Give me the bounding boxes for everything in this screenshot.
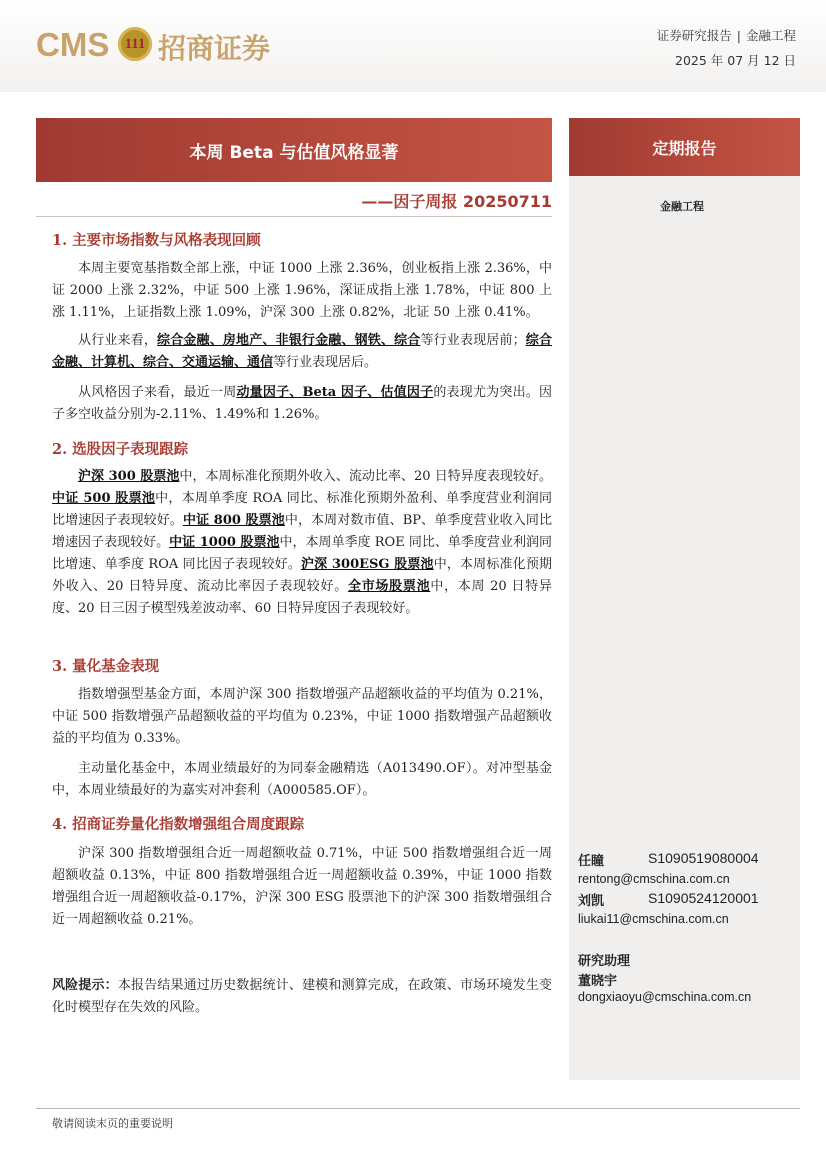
highlight: 全市场股票池 bbox=[347, 579, 431, 594]
highlight: 综合金融、计算机、综合、交通运输、通信 bbox=[52, 333, 552, 370]
paragraph: 本周主要宽基指数全部上涨，中证 1000 上涨 2.36%，创业板指上涨 2.36%，中证 2000 上涨 2.32%，中证 500 上涨 1.96%，深证成指上涨 1.78%，中证 800 上涨 1.11%，上证指数上涨 1.09%，沪深 300 上涨 0.82%，北证 50 上涨 0.41%。 bbox=[52, 261, 552, 320]
header-meta bbox=[657, 26, 796, 69]
section-heading: 3. 量化基金表现 bbox=[52, 658, 160, 675]
highlight: 综合金融、房地产、非银行金融、钢铁、综合 bbox=[157, 333, 421, 348]
highlight: 中证 500 股票池 bbox=[52, 491, 156, 506]
section-heading: 2. 选股因子表现跟踪 bbox=[52, 441, 189, 458]
analyst-code: S1090524120001 bbox=[648, 890, 759, 906]
highlight: 中证 800 股票池 bbox=[182, 513, 285, 528]
highlight: 沪深 300 股票池 bbox=[78, 469, 180, 484]
footer-note: 敬请阅读末页的重要说明 bbox=[52, 1117, 173, 1130]
report-date: 2025 年 07 月 12 日 bbox=[675, 53, 796, 68]
analyst-email[interactable]: liukai11@cmschina.com.cn bbox=[578, 912, 729, 926]
paragraph: 主动量化基金中，本周业绩最好的为同泰金融精选（A013490.OF）。对冲型基金中，本周业绩最好的为嘉实对冲套利（A000585.OF）。 bbox=[52, 761, 552, 798]
paragraph: 从风格因子来看，最近一周动量因子、Beta 因子、估值因子的表现尤为突出。因子多空收益分别为-2.11%、1.49%和 1.26%。 bbox=[52, 385, 552, 422]
assistant-name: 董晓宇 bbox=[578, 974, 618, 989]
risk-label: 风险提示： bbox=[52, 978, 118, 993]
logo-cms-text: CMS bbox=[36, 26, 110, 63]
paragraph: 沪深 300 股票池中，本周标准化预期外收入、流动比率、20 日特异度表现较好。中证 500 股票池中，本周单季度 ROA 同比、标准化预期外盈利、单季度营业利润同比增速因子表现较好。中证 800 股票池中，本周对数市值、BP、单季度营业收入同比增速因子表现较好。中证 1000 股票池中，本周单季度 ROE 同比、单季度营业利润同比增速、单季度 ROA 同比因子表现较好。沪深 300ESG 股票池中，本周标准化预期外收入、20 日特异度、流动比率因子表现较好。全市场股票池中，本周 20 日特异度、20 日三因子模型残差波动率、60 日特异度因子表现较好。 bbox=[52, 469, 552, 616]
footer-divider bbox=[36, 1108, 800, 1109]
assistant-email[interactable]: dongxiaoyu@cmschina.com.cn bbox=[578, 990, 752, 1004]
logo-badge-icon: 111 bbox=[118, 27, 152, 61]
assistant-role: 研究助理 bbox=[578, 954, 631, 969]
analyst-email[interactable]: rentong@cmschina.com.cn bbox=[578, 872, 730, 886]
highlight: 中证 1000 股票池 bbox=[169, 535, 280, 550]
section-heading: 4. 招商证券量化指数增强组合周度跟踪 bbox=[52, 816, 305, 833]
logo-company-name: 招商证券 bbox=[158, 32, 271, 65]
paragraph: 从行业来看，综合金融、房地产、非银行金融、钢铁、综合等行业表现居前；综合金融、计算机、综合、交通运输、通信等行业表现居后。 bbox=[52, 333, 552, 370]
department: 金融工程 bbox=[745, 28, 796, 43]
divider bbox=[36, 216, 552, 217]
separator: | bbox=[736, 28, 741, 43]
analyst-code: S1090519080004 bbox=[648, 850, 759, 866]
analyst-name: 刘凯 bbox=[578, 894, 605, 909]
section-heading: 1. 主要市场指数与风格表现回顾 bbox=[52, 232, 261, 249]
sidebar-category: 金融工程 bbox=[660, 200, 704, 213]
report-subtitle: ——因子周报 20250711 bbox=[361, 192, 552, 211]
report-type: 证券研究报告 bbox=[656, 28, 732, 43]
sidebar-panel bbox=[569, 176, 800, 1080]
sidebar-label: 定期报告 bbox=[569, 118, 800, 176]
risk-warning: 风险提示：本报告结果通过历史数据统计、建模和测算完成，在政策、市场环境发生变化时模型存在失效的风险。 bbox=[52, 978, 552, 1015]
highlight: 沪深 300ESG 股票池 bbox=[300, 557, 434, 572]
report-title: 本周 Beta 与估值风格显著 bbox=[36, 118, 552, 182]
paragraph: 沪深 300 指数增强组合近一周超额收益 0.71%，中证 500 指数增强组合近一周超额收益 0.13%，中证 800 指数增强组合近一周超额收益 0.39%，中证 1000 指数增强组合近一周超额收益-0.17%，沪深 300 ESG 股票池下的沪深 300 指数增强组合近一周超额收益 0.21%。 bbox=[52, 846, 552, 927]
highlight: 动量因子、Beta 因子、估值因子 bbox=[236, 385, 434, 400]
paragraph: 指数增强型基金方面，本周沪深 300 指数增强产品超额收益的平均值为 0.21%，中证 500 指数增强产品超额收益的平均值为 0.23%，中证 1000 指数增强产品超额收益的平均值为 0.33%。 bbox=[52, 687, 552, 746]
analyst-name: 任瞳 bbox=[578, 854, 605, 869]
